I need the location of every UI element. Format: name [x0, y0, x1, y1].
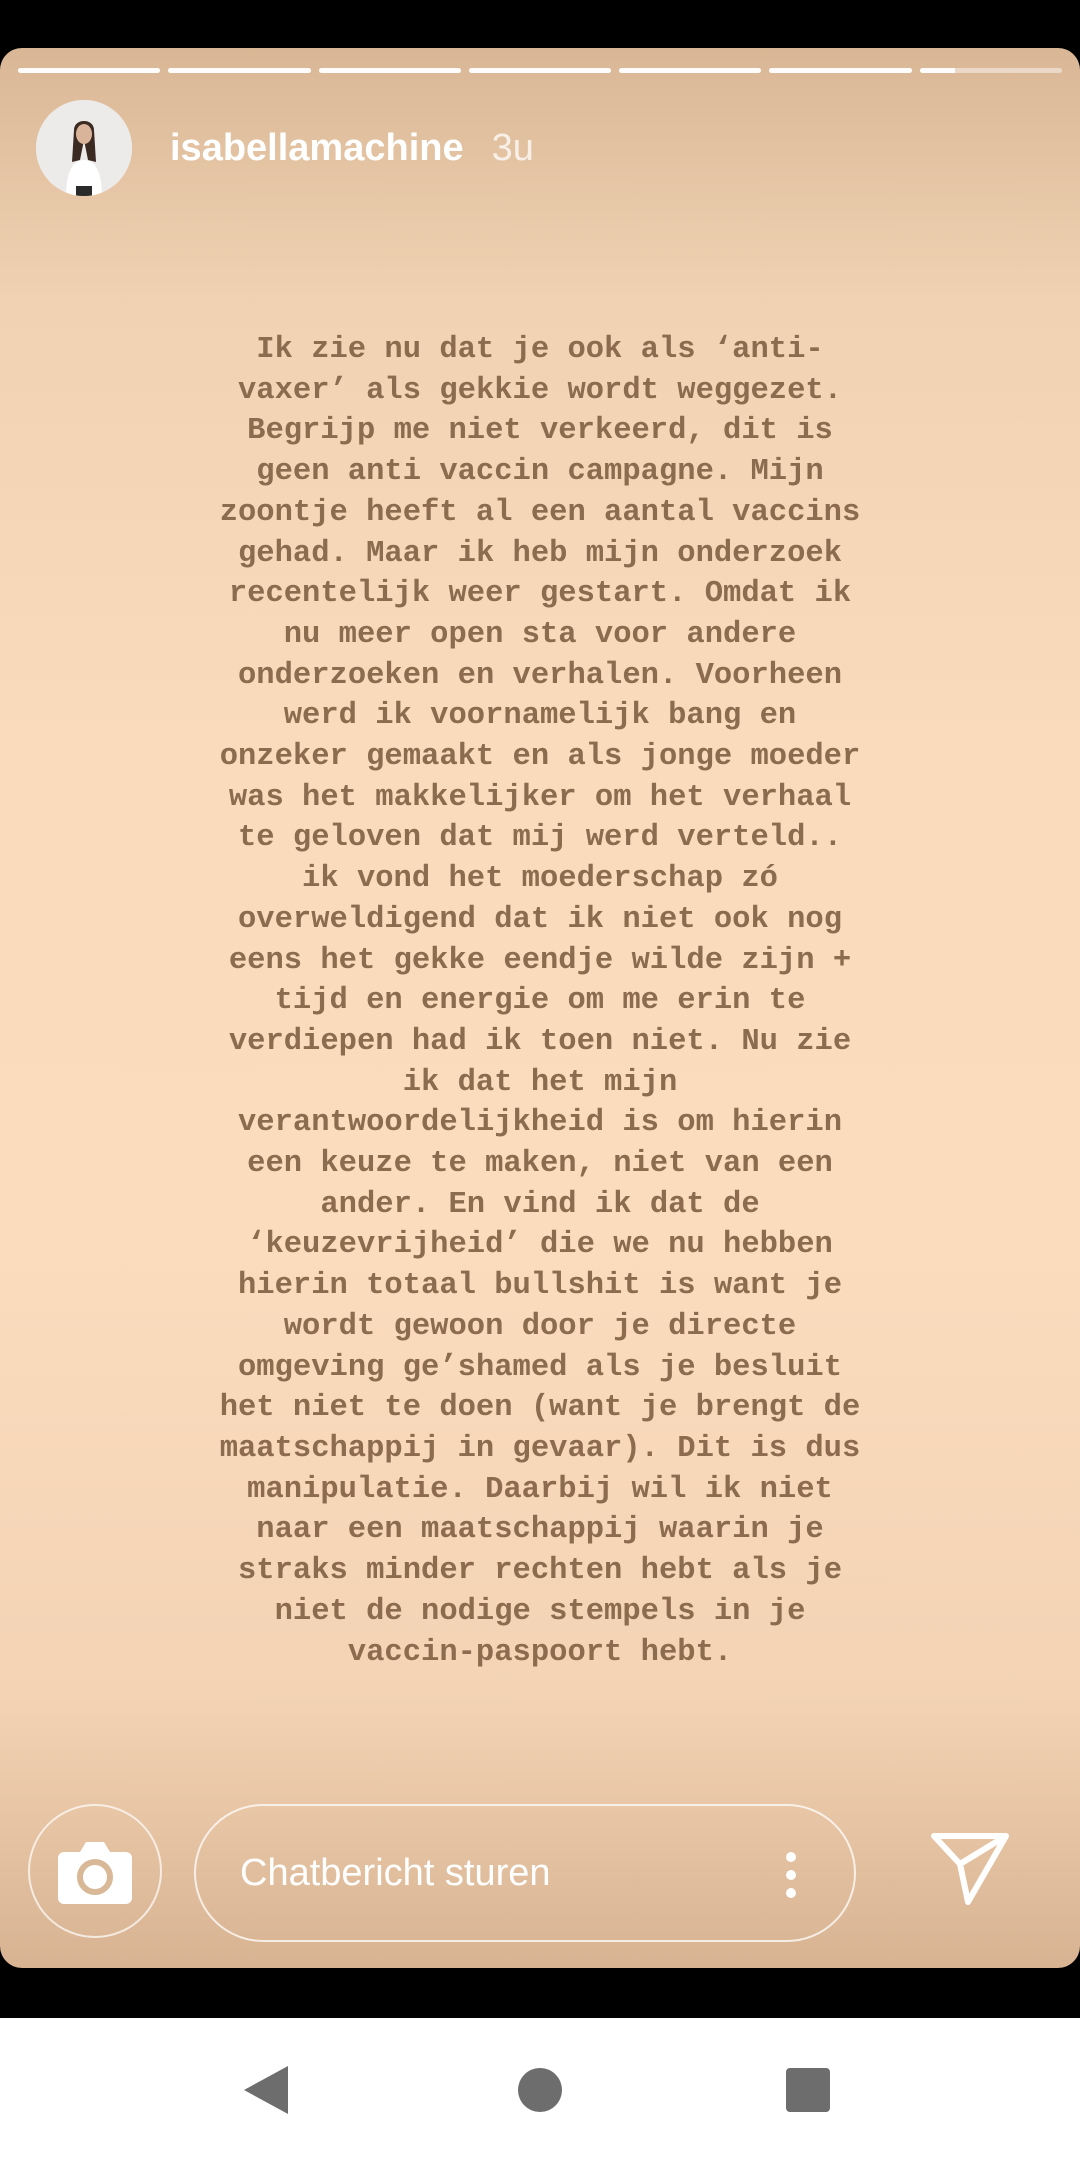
progress-segment-fill [18, 68, 160, 73]
back-icon[interactable] [244, 2066, 288, 2114]
chat-message-input[interactable] [194, 1804, 856, 1942]
recents-icon[interactable] [786, 2068, 830, 2112]
progress-segment-fill [769, 68, 911, 73]
progress-segment [769, 68, 911, 73]
send-icon [930, 1828, 1010, 1908]
send-button[interactable] [930, 1828, 1010, 1908]
progress-segment [319, 68, 461, 73]
progress-segment-fill [619, 68, 761, 73]
progress-segment [469, 68, 611, 73]
story-card[interactable] [0, 48, 1080, 1968]
story-progress-bar [18, 68, 1062, 73]
reply-bar [0, 1804, 1080, 1944]
progress-segment-fill [319, 68, 461, 73]
avatar-image [36, 100, 132, 196]
story-header [36, 100, 534, 196]
avatar[interactable] [36, 100, 132, 196]
chat-placeholder: Chatbericht sturen [240, 1851, 551, 1894]
progress-segment [168, 68, 310, 73]
camera-button[interactable] [28, 1804, 162, 1938]
home-icon[interactable] [518, 2068, 562, 2112]
username[interactable]: isabellamachine [170, 126, 464, 169]
more-vertical-icon[interactable] [786, 1852, 796, 1898]
progress-segment-fill [469, 68, 611, 73]
camera-icon [58, 1838, 132, 1904]
progress-segment [18, 68, 160, 73]
progress-segment-fill [920, 68, 956, 73]
story-text: Ik zie nu dat je ook als ‘anti- vaxer’ als gekkie wordt weggezet. Begrijp me niet verkeerd, dit is geen anti vaccin campagne. Mijn zoontje heeft al een aantal vaccins gehad. Maar ik heb mijn onderzoek recentelijk weer gestart. Omdat ik nu meer open sta voor andere onderzoeken en verhalen. Voorheen werd ik voornamelijk bang en onzeker gemaakt en als jonge moeder was het makkelijker om het verhaal te geloven dat mij werd verteld.. ik vond het moederschap zó overweldigend dat ik niet ook nog eens het gekke eendje wilde zijn + tijd en energie om me erin te verdiepen had ik toen niet. Nu zie ik dat het mijn verantwoordelijkheid is om hierin een keuze te maken, niet van een ander. En vind ik dat de ‘keuzevrijheid’ die we nu hebben hierin totaal bullshit is want je wordt gewoon door je directe omgeving ge’shamed als je besluit het niet te doen (want je brengt de maatschappij in gevaar). Dit is dus manipulatie. Daarbij wil ik niet naar een maatschappij waarin je straks minder rechten hebt als je niet de nodige stempels in je vaccin-paspoort hebt. [219, 333, 861, 1670]
progress-segment [920, 68, 1062, 73]
progress-segment [619, 68, 761, 73]
story-time: 3u [491, 126, 534, 169]
system-navigation-bar [0, 2018, 1080, 2160]
progress-segment-fill [168, 68, 310, 73]
